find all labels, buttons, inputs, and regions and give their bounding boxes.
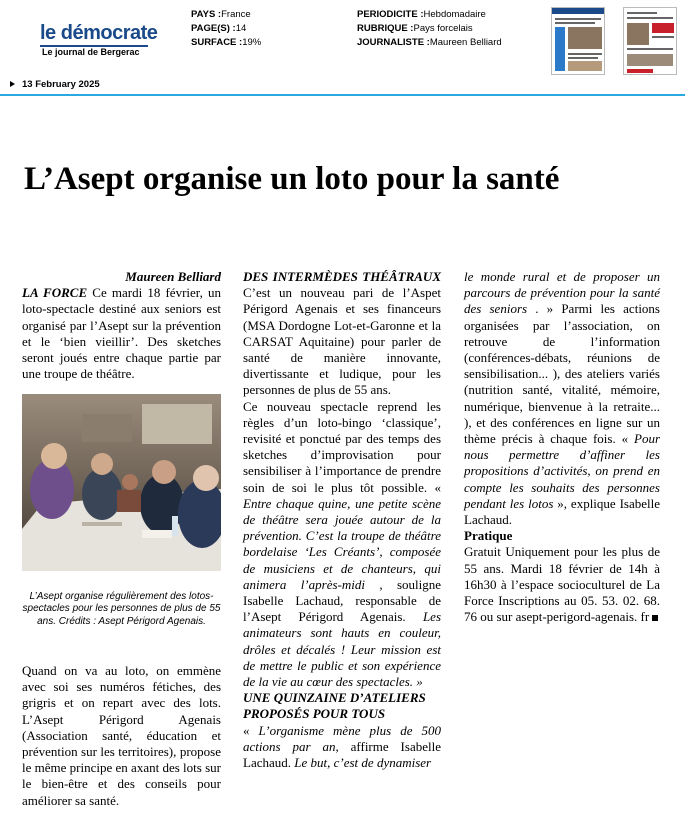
meta-pages: PAGE(S) :14 bbox=[191, 23, 247, 34]
meta-rubrique: RUBRIQUE :Pays forcelais bbox=[357, 23, 473, 34]
lead-paragraph: LA FORCE Ce mardi 18 février, un loto-spectacle destiné aux seniors est organisé par l’Asept sur la prévention et le ‘bien vieillir’. Des sketches seront joués entre chaque partie par une troupe de théâtre. bbox=[22, 285, 221, 382]
publication-date: 13 February 2025 bbox=[10, 79, 100, 90]
meta-right bbox=[357, 8, 502, 50]
pratique-heading: Pratique bbox=[464, 528, 513, 544]
meta-periodicite: PERIODICITE :Hebdomadaire bbox=[357, 9, 486, 20]
meta-surface: SURFACE :19% bbox=[191, 37, 262, 48]
lead-place: LA FORCE bbox=[22, 285, 88, 301]
subheading-intermedes: DES INTERMÈDES THÉÂTRAUX bbox=[243, 269, 441, 284]
subheading-ateliers: UNE QUINZAINE D’ATELIERS PROPOSÉS POUR TOUS bbox=[243, 690, 426, 722]
column-3 bbox=[464, 269, 660, 625]
meta-left bbox=[191, 8, 261, 50]
article-photo bbox=[22, 394, 221, 571]
article-headline: L’Asept organise un loto pour la santé bbox=[24, 161, 560, 197]
logo-tagline: Le journal de Bergerac bbox=[42, 47, 140, 57]
end-square-icon bbox=[652, 615, 658, 621]
photo-caption: L’Asept organise régulièrement des lotos-spectacles pour les personnes de plus de 55 ans. Crédits : Asept Périgord Agenais. bbox=[22, 591, 221, 627]
column-1 bbox=[22, 269, 221, 382]
body-paragraph-3: Ce nouveau spectacle reprend les règles d’un loto-bingo ‘classique’, revisité et ponctué par des temps des sketches d’improvisation pour sensibiliser à l’importance de prendre soin de soi le plus tôt possible. « Entre chaque quine, une petite scène de théâtre sera jouée autour de la prévention. C’est la troupe de théâtre bordelaise ‘Les Créants’, composée de musiciens et de chanteurs, qui animera l’après-midi , souligne Isabelle Lachaud, responsable de l’Asept Périgord Agenais. Les animateurs sont hauts en couleur, drôles et décalés ! Leur mission est de mettre le public et son expérience de la vie au cœur des spectacles. » bbox=[243, 398, 441, 690]
body-paragraph-1: Quand on va au loto, on emmène avec soi ses numéros fétiches, des grigris et on repart avec des lots. L’Asept Périgord Agenais (Association santé, éducation et prévention sur les territoires), propose le même principe en axant des lots sur le bien-être et des conseils pour améliorer sa santé. bbox=[22, 663, 221, 808]
body-paragraph-4: « L’organisme mène plus de 500 actions par an, affirme Isabelle Lachaud. Le but, c’est de dynamiser bbox=[243, 722, 441, 771]
page-thumbnail-1[interactable] bbox=[551, 7, 605, 75]
header-rule bbox=[0, 94, 685, 96]
page-thumbnail-2[interactable] bbox=[623, 7, 677, 75]
meta-journaliste: JOURNALISTE :Maureen Belliard bbox=[357, 37, 502, 48]
column-2 bbox=[243, 269, 441, 771]
column-1-bottom bbox=[22, 663, 221, 809]
logo-name: le démocrate bbox=[40, 22, 158, 44]
pratique-paragraph: Gratuit Uniquement pour les plus de 55 ans. Mardi 18 février de 14h à 16h30 à l’espace socioculturel de La Force Inscriptions au 05. 53. 02. 68. 76 ou sur asept-perigord-agenais. fr bbox=[464, 544, 660, 625]
body-paragraph-5: le monde rural et de proposer un parcours de prévention pour la santé des seniors . » Parmi les actions organisées par l’association, on retrouve de l’information (conférences-débats, réunions de sensibilisation... ), des ateliers variés (nutrition santé, vitalité, mémoire, numérique, bienvenue à la retraite... ), et des conférences en ligne sur un thème précis à chaque fois. « Pour nous permettre d’affiner les propositions d’activités, on prend en compte les souhaits des personnes pendant les lotos », explique Isabelle Lachaud. bbox=[464, 269, 660, 528]
byline: Maureen Belliard bbox=[125, 269, 221, 284]
meta-pays: PAYS :France bbox=[191, 9, 251, 20]
triangle-bullet-icon bbox=[10, 81, 15, 87]
newspaper-logo bbox=[38, 22, 158, 58]
body-paragraph-2: C’est un nouveau pari de l’Aspet Périgord Agenais et ses financeurs (MSA Dordogne Lot-et-Garonne et la CARSAT Aquitaine) pour parler de santé de manière innovante, divertissante et ludique, pour les personnes de plus de 55 ans. bbox=[243, 285, 441, 398]
